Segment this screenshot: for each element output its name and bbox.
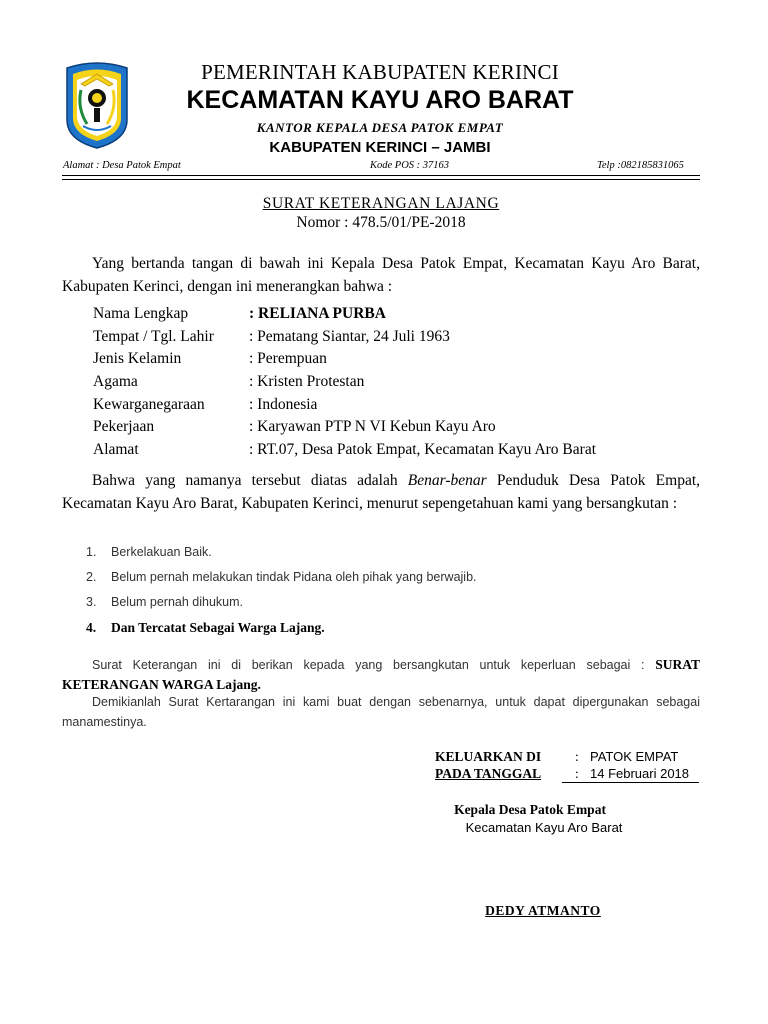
field-value-nationality: : Indonesia (249, 396, 318, 413)
regency-emblem-icon (63, 60, 131, 150)
issued-place-colon: : (575, 749, 579, 764)
statement-emphasis: Benar-benar (407, 472, 487, 489)
purpose-emphasis: SURAT KETERANGAN WARGA Lajang. (62, 657, 700, 692)
purpose-paragraph: Surat Keterangan ini di berikan kepada yang bersangkutan untuk keperluan sebagai : SURAT KETERANGAN WARGA Lajang. (62, 657, 700, 692)
header-divider-thin (62, 179, 700, 180)
statement-paragraph (62, 470, 700, 515)
field-value-birth: : Pematang Siantar, 24 Juli 1963 (249, 328, 450, 345)
field-label-gender: Jenis Kelamin (93, 350, 182, 367)
header-district: KECAMATAN KAYU ARO BARAT (186, 86, 574, 114)
field-label-religion: Agama (93, 373, 138, 390)
header-government: PEMERINTAH KABUPATEN KERINCI (201, 60, 559, 84)
signatory-name: DEDY ATMANTO (485, 903, 601, 918)
field-label-birth: Tempat / Tgl. Lahir (93, 328, 214, 345)
header-phone: Telp :082185831065 (597, 160, 684, 171)
field-value-name: : RELIANA PURBA (249, 305, 386, 322)
header-address: Alamat : Desa Patok Empat (63, 160, 181, 171)
field-value-occupation: : Karyawan PTP N VI Kebun Kayu Aro (249, 418, 496, 435)
field-value-address: : RT.07, Desa Patok Empat, Kecamatan Kayu Aro Barat (249, 441, 597, 458)
signature-title: Kepala Desa Patok Empat (454, 802, 606, 817)
issued-date-colon: : (575, 766, 579, 781)
statement-text-2: Penduduk Desa Patok Empat, Kecamatan Kayu Aro Barat, Kabupaten Kerinci, menurut sepengetahuan kami yang bersangkutan : (62, 472, 700, 512)
intro-paragraph: Yang bertanda tangan di bawah ini Kepala Desa Patok Empat, Kecamatan Kayu Aro Barat, Kabupaten Kerinci, dengan ini menerangkan bahwa : (62, 255, 700, 295)
field-label-address: Alamat (93, 441, 139, 458)
list-item: 2. Belum pernah melakukan tindak Pidana oleh pihak yang berwajib. (86, 570, 477, 584)
issued-place-label: KELUARKAN DI (435, 749, 542, 764)
signature-subtitle: Kecamatan Kayu Aro Barat (465, 820, 623, 835)
issued-place-value: PATOK EMPAT (590, 749, 679, 764)
field-label-nationality: Kewarganegaraan (93, 396, 205, 413)
header-postal-code: Kode POS : 37163 (370, 160, 450, 171)
field-label-name: Nama Lengkap (93, 305, 189, 322)
field-label-occupation: Pekerjaan (93, 418, 155, 435)
list-item: 1. Berkelakuan Baik. (86, 545, 212, 559)
field-value-religion: : Kristen Protestan (249, 373, 365, 390)
statement-text-1: Bahwa yang namanya tersebut diatas adalah (92, 472, 408, 489)
letter-number: Nomor : 478.5/01/PE-2018 (296, 214, 466, 231)
list-item: 3. Belum pernah dihukum. (86, 595, 244, 609)
issued-date-label: PADA TANGGAL (435, 766, 542, 781)
header-divider-thick (62, 175, 700, 176)
list-item: 4. Dan Tercatat Sebagai Warga Lajang. (86, 620, 325, 635)
field-value-gender: : Perempuan (249, 350, 327, 367)
header-regency: KABUPATEN KERINCI – JAMBI (269, 139, 491, 156)
closing-paragraph: Demikianlah Surat Kertarangan ini kami buat dengan sebenarnya, untuk dapat dipergunakan sebagai manamestinya. (62, 695, 700, 729)
header-office: KANTOR KEPALA DESA PATOK EMPAT (256, 120, 504, 135)
letter-title: SURAT KETERANGAN LAJANG (262, 195, 500, 212)
issued-date-value: 14 Februari 2018 (590, 766, 690, 781)
issued-date-underline (562, 782, 699, 783)
